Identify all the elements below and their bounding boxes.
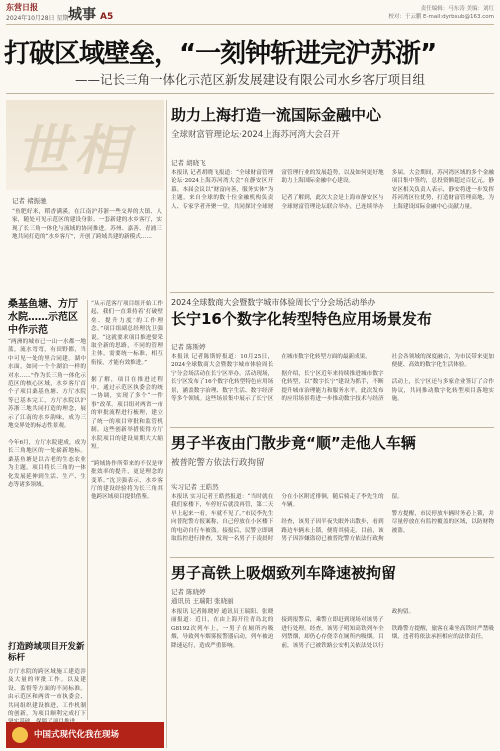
- decorative-text: 世相: [16, 118, 132, 182]
- decorative-graphic: [6, 100, 164, 190]
- column-divider: [87, 300, 88, 720]
- mid-column-body: “从示范客厅项目组开始工作起，我们一直秉持着‘打破壁垒、提升力度’的工作理念。”项目组副总经理沈卫强说。“这就要求项目推进要采取全新的思路，不同的管理主体，需要统一标准，相互衔接，才能有效推进。” 据了解，项目在推进过程中，通过示范区执委会的统一协调，实现了多个“一件事”改革。项目组对两省一市的审批流程进行梳理，建立了统一的项目审批和监管机制。这些创新举措使得方厅水院项目的建设周期大大缩短。 “跨域协作所带来的不仅是审批效率的提升，更是理念的变革。”沈卫强表示，水乡客厅的建设经验将为长三角其他跨区域项目提供借鉴。: [91, 301, 163, 501]
- section-name: [68, 4, 113, 24]
- left-story-title: 桑基鱼塘、方厅水院……示范区中作示范: [8, 299, 78, 336]
- story1-byline: 记者 胡晓飞: [171, 159, 206, 167]
- left-story-body: “两洲的城市已一山一水都一地蓝，流水弯弯，有田野都，当中可见一处的里合同建。湖中水面，如同一个个湖泊一样的对水……”作为长三角一体化示范区的核心区域，水乡客厅首个子项目桑基鱼塘、方厅水院等已基本完工，方厅水院以沪苏浙三地共同打造的理念，展示了江南的水乡韵味，成为三地交界处的标志性景观。 今年6月，方厅水院建成，成为长三角地区的一处崭新地标。桑基鱼塘是以古老的生态农业为主题，项目将长三角的一体化发展延伸到生活、生产、生态等诸多领域。: [8, 339, 86, 488]
- left-story2-title: 打造跨域项目开发新标杆: [8, 642, 85, 663]
- divider: [6, 93, 494, 94]
- divider: [170, 427, 494, 428]
- divider: [170, 557, 494, 558]
- story3-subtitle: 被普陀警方依法行政拘留: [171, 458, 265, 468]
- banner-text: 中国式现代化我在现场: [34, 730, 120, 740]
- story1-body: 本报讯 记者胡晓飞报道：“全球财富管理论坛·2024上海苏河湾大会”在静安区开幕。本届会议以“财富向善，服务实体”为主题，来自全球的数十位金融机构负责人、专家学者齐聚一堂，共同探讨全球财富管理行业的发展趋势，以及如何更好地助力上海国际金融中心建设。 记者了解到，此次大会是上海市静安区与全球财富管理论坛联合举办，已连续举办多届。大会期间，苏河湾区域的多个金融项目集中签约，总投资额超过百亿元。静安区相关负责人表示，静安将进一步发挥苏河湾区位优势，打造财富管理高地，为上海建设国际金融中心贡献力量。: [171, 170, 494, 210]
- story1-subtitle: 全球财富管理论坛·2024上海苏河湾大会召开: [171, 130, 340, 140]
- section-label: 城事: [68, 7, 96, 23]
- editor-info: 责任编辑：马东涛 美编：刘红 校对：于云鹏 E-mail:dyrbsub@163.com: [388, 6, 494, 20]
- promo-banner: [6, 722, 164, 748]
- story2-body: 本报讯 记者陈斯婷报道：10月25日，2024全球数商大会暨数字城市体验周长宁分会场活动在长宁区举办。活动现场，长宁区发布了16个数字化转型特色应用场景，涵盖数字治理、数字生活、数字经济等多个领域。这些场景集中展示了长宁区在城市数字化转型方面的最新成果。 据介绍，长宁区近年来持续推进城市数字化转型，以“数字长宁”建设为抓手，不断提升城市治理能力和服务水平。此次发布的应用场景将进一步推动数字技术与经济社会各领域的深度融合，为市民带来更加便捷、高效的数字化生活体验。 活动上，长宁区还与多家企业签订了合作协议，共同推动数字化转型项目落地实施。: [171, 354, 494, 403]
- story3-byline: 实习记者 王皓然: [171, 483, 219, 491]
- story3-body: 本报讯 实习记者王皓然报道：“当时就在我们家楼下，车停好后就没再管，第二天早上起来一看，车就不见了。”市民李先生向普陀警方报案称，自己停放在小区楼下的电动自行车被盗。接报后，民警立即调取监控进行排查，发现一名男子于凌晨时分在小区附近徘徊，随后骑走了李先生的车辆。 经查，该男子因半夜失眠外出散步，看到路边车辆未上锁，便将其骑走。目前，该男子因涉嫌盗窃已被普陀警方依法行政拘留。 警方提醒，市民停放车辆时务必上锁，并尽量停放在有监控覆盖的区域，以防财物被盗。: [171, 494, 494, 543]
- column-divider: [166, 100, 167, 748]
- story4-title: 男子高铁上吸烟致列车降速被拘留: [171, 564, 397, 582]
- story4-body: 本报讯 记者陈晓婷 通讯员王瑞阳、张晓丽报道：近日，在由上海开往青岛北的G8192次列车上，一男子在厕所内吸烟，导致列车烟雾报警器启动，列车被迫降速运行，造成严重影响。 接到报警后，乘警立即赶到现场对该男子进行处理。经查，该男子明知高铁列车全列禁烟，却仍心存侥幸在厕所内吸烟。目前，该男子已被铁路公安机关依法处以行政拘留。 铁路警方提醒，旅客在乘坐高铁时严禁吸烟，违者将依法承担相应的法律责任。: [171, 609, 494, 649]
- page-header: [6, 2, 494, 25]
- masthead: 东营日报: [6, 3, 38, 12]
- lead-title: 打破区域壁垒，“一刻钟斩进完沪苏浙”: [4, 39, 437, 69]
- lead-byline: 记者 褚振驰: [12, 197, 47, 205]
- story1-title: 助力上海打造一流国际金融中心: [171, 106, 382, 124]
- lead-intro: “鱼肥好米，稻香满溪。在江南沪苏浙一些交界的大镇、人家，随处可见示范区的建设身影。一套新建的水乡客厅，实现了长三角一体化与流域的协同推进。苏州、嘉善、青浦三地共同打造的“水乡客厅”，开创了跨域共建的新模式……: [12, 209, 162, 241]
- left-story2-body: 方厅水院的跨区域施工建造涉及大量的审批工作。以及建设、监督等方面的不同标准。由示范区和两省一市执委会、共同组织建设推进，工作机制的创新，为项目顺利完成打下: [8, 669, 86, 718]
- page-number: A5: [100, 12, 114, 22]
- story4-byline: 记者 陈晓婷 通讯员 王瑞阳 张晓丽: [171, 588, 234, 605]
- story2-byline: 记者 陈斯婷: [171, 343, 206, 351]
- dateline: 2024年10月28日 星期一: [6, 15, 75, 22]
- lead-subtitle: ——记长三角一体化示范区新发展建设有限公司水乡客厅项目组: [74, 72, 425, 87]
- emblem-icon: [12, 727, 28, 743]
- divider: [170, 292, 494, 293]
- story2-title: 长宁16个数字化转型特色应用场景发布: [171, 310, 432, 328]
- story3-title: 男子半夜由门散步竟“顺”走他人车辆: [171, 434, 416, 452]
- story2-kicker: 2024全球数商大会暨数字城市体验周长宁分会场活动举办: [171, 298, 376, 307]
